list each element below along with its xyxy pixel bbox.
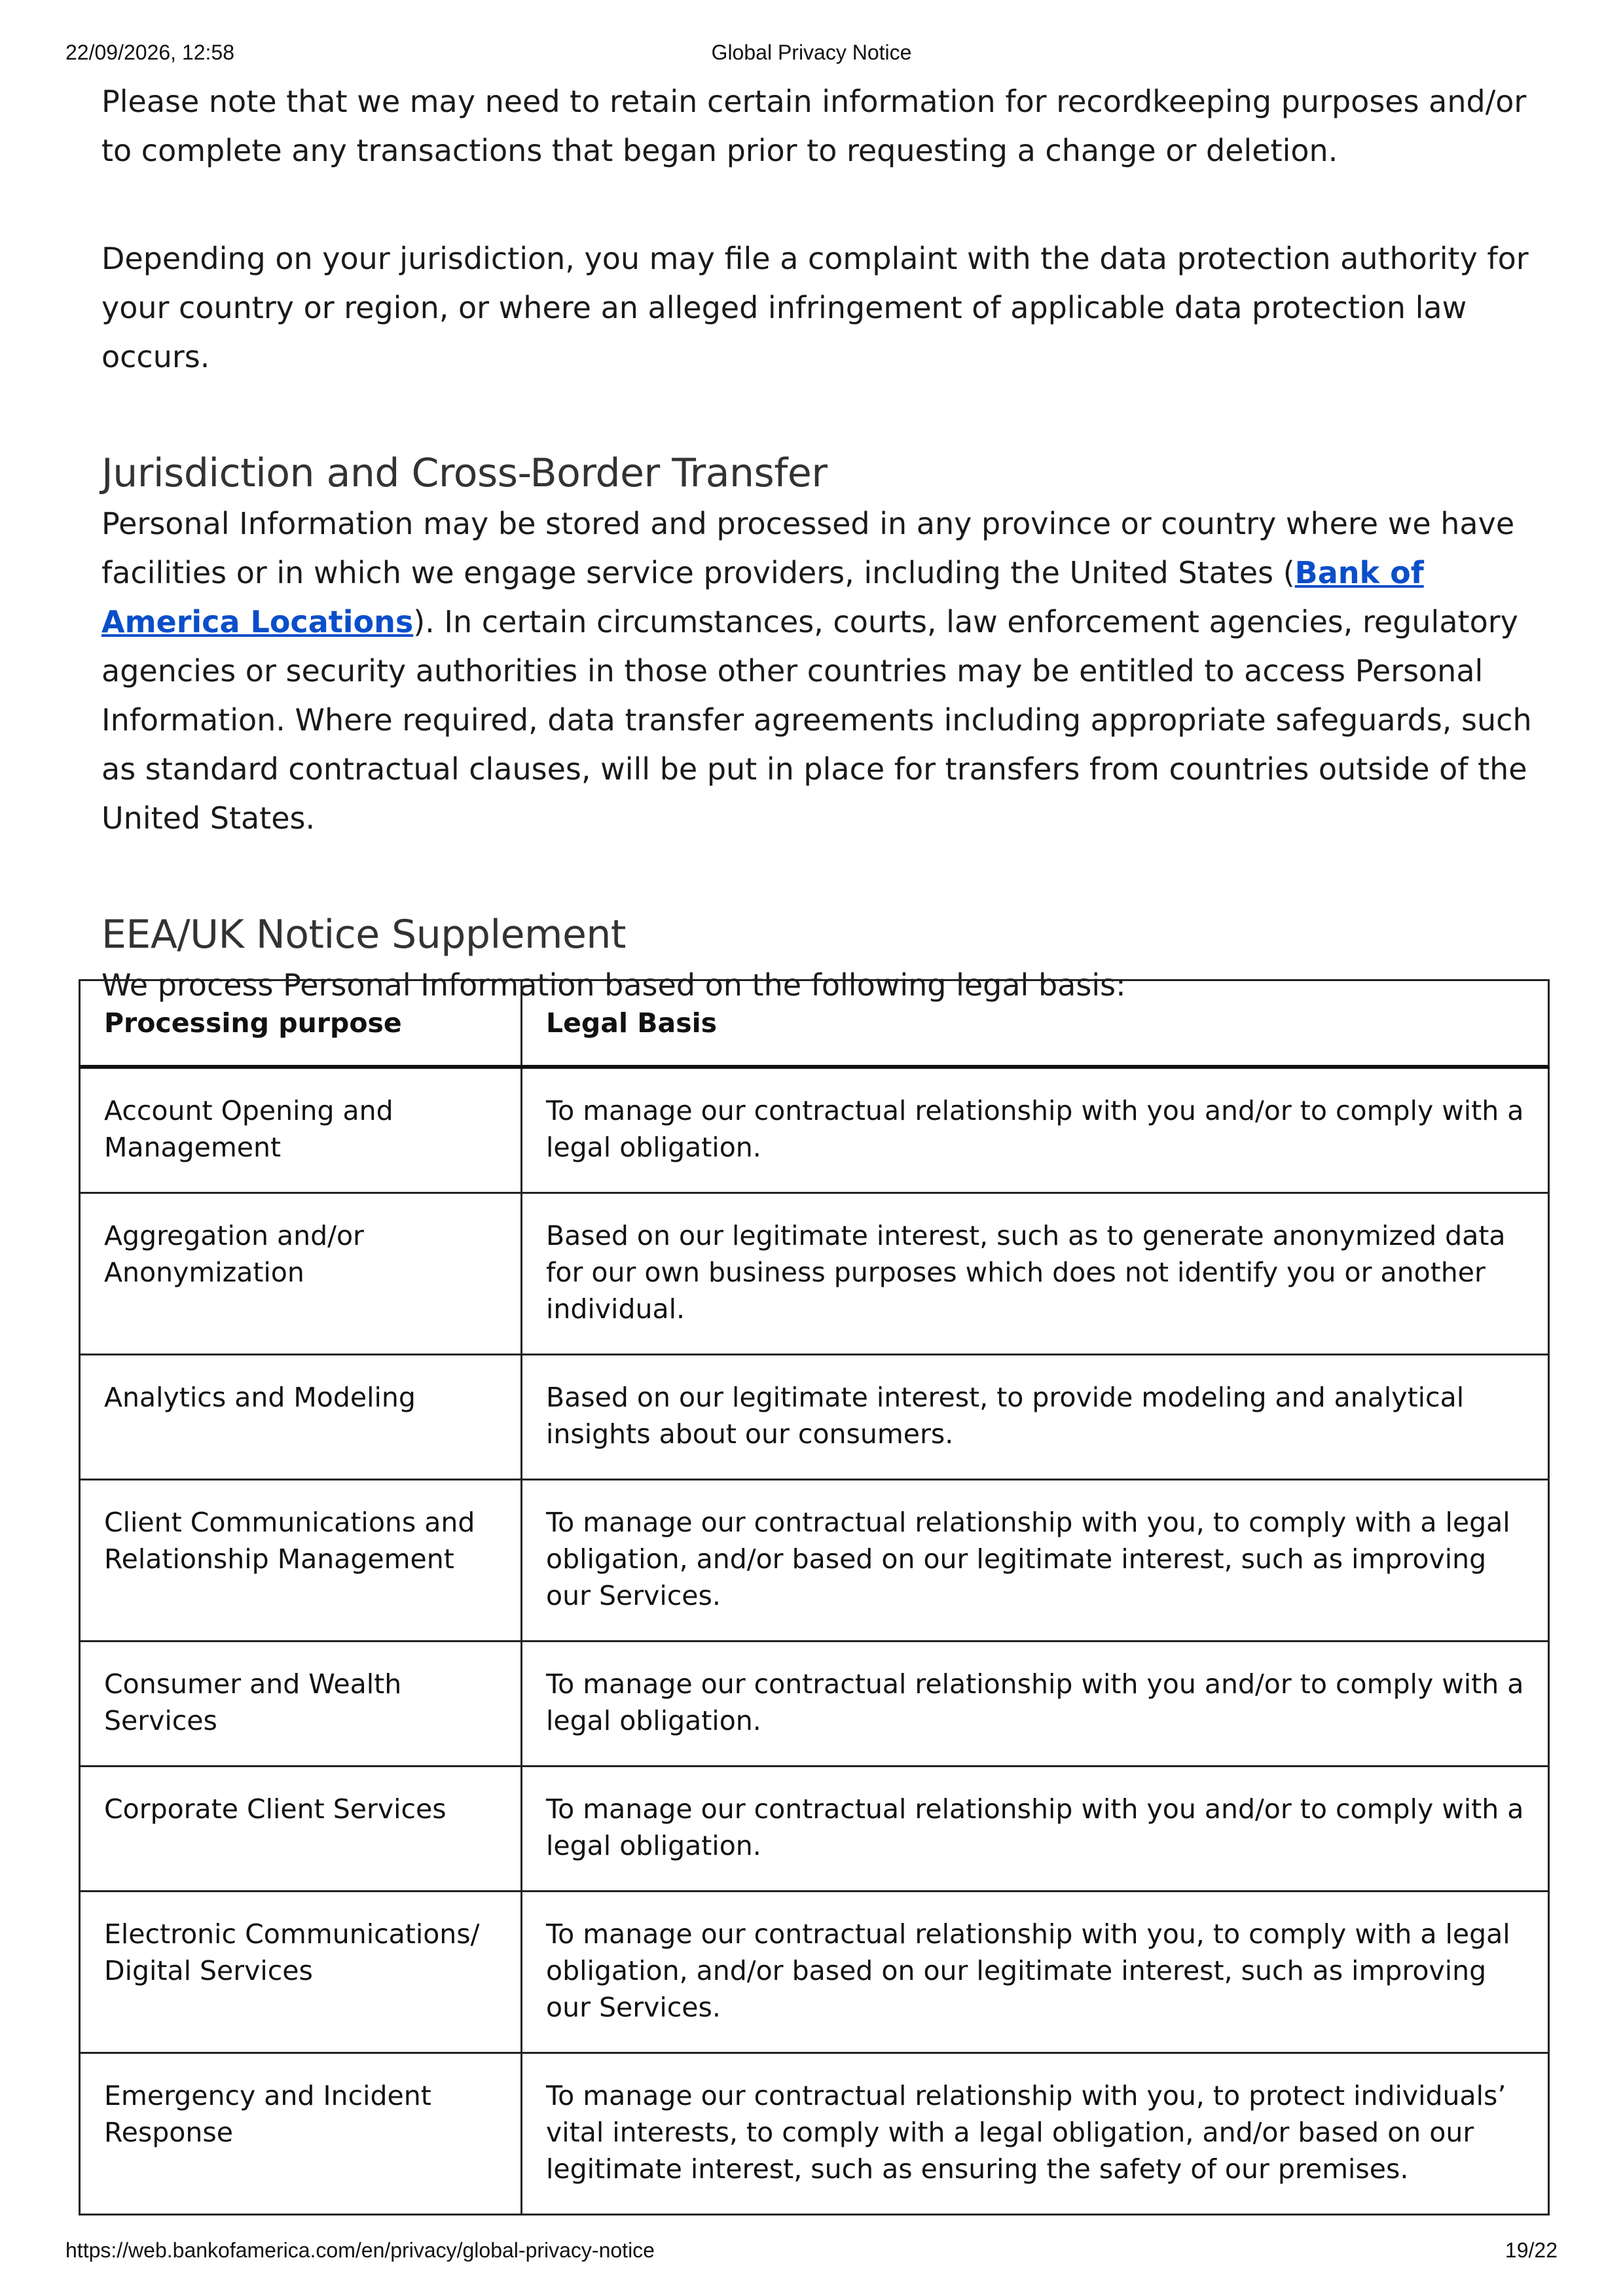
- legal-basis-cell: To manage our contractual relationship with you, to protect individuals’ vital interests, to comply with a legal obligation, and/or based on our legitimate interest, such as ensuring the safety of our premises.: [522, 2053, 1549, 2215]
- legal-basis-cell: To manage our contractual relationship with you and/or to comply with a legal obligation.: [522, 1767, 1549, 1892]
- table-header-row: [80, 980, 1549, 1067]
- jurisdiction-text-before: Personal Information may be stored and processed in any province or country where we have facilities or in which we engage service providers, including the United States (: [101, 506, 1515, 590]
- table-row: [80, 1067, 1549, 1193]
- eea-uk-heading: EEA/UK Notice Supplement: [101, 912, 626, 958]
- print-url: https://web.bankofamerica.com/en/privacy/global-privacy-notice: [65, 2238, 655, 2262]
- bank-of-america-locations-link[interactable]: Bank of America Locations: [101, 555, 1424, 639]
- jurisdiction-text-after: ). In certain circumstances, courts, law enforcement agencies, regulatory agencies or security authorities in those other countries may be entitled to access Personal Information. Where required, data transfer agreements including appropriate safeguards, such as standard contractual clauses, will be put in place for transfers from countries outside of the United States.: [101, 604, 1532, 836]
- jurisdiction-paragraph: [101, 499, 1555, 843]
- page-content: [101, 77, 1555, 1010]
- processing-purpose-cell: Emergency and Incident Response: [80, 2053, 522, 2215]
- table-row: [80, 2053, 1549, 2215]
- complaint-paragraph: Depending on your jurisdiction, you may file a complaint with the data protection authority for your country or region, or where an alleged infringement of applicable data protection law occurs.: [101, 241, 1529, 374]
- jurisdiction-heading: Jurisdiction and Cross-Border Transfer: [101, 450, 828, 496]
- table-row: [80, 1480, 1549, 1641]
- legal-basis-cell: To manage our contractual relationship with you and/or to comply with a legal obligation.: [522, 1641, 1549, 1767]
- column-header-legal-basis: Legal Basis: [522, 980, 1549, 1067]
- legal-basis-cell: To manage our contractual relationship with you, to comply with a legal obligation, and/or based on our legitimate interest, such as improving our Services.: [522, 1892, 1549, 2053]
- legal-basis-cell: To manage our contractual relationship with you, to comply with a legal obligation, and/or based on our legitimate interest, such as improving our Services.: [522, 1480, 1549, 1641]
- table-row: [80, 1767, 1549, 1892]
- table-row: [80, 1892, 1549, 2053]
- processing-purpose-cell: Corporate Client Services: [80, 1767, 522, 1892]
- retention-paragraph: Please note that we may need to retain certain information for recordkeeping purposes and/or to complete any transactions that began prior to requesting a change or deletion.: [101, 84, 1527, 168]
- table-row: [80, 1193, 1549, 1355]
- table-row: [80, 1355, 1549, 1480]
- legal-basis-cell: To manage our contractual relationship with you and/or to comply with a legal obligation.: [522, 1067, 1549, 1193]
- processing-purpose-cell: Account Opening and Management: [80, 1067, 522, 1193]
- page-number: 19/22: [1504, 2238, 1558, 2262]
- processing-purpose-cell: Aggregation and/or Anonymization: [80, 1193, 522, 1355]
- print-footer: [0, 2238, 1623, 2267]
- legal-basis-cell: Based on our legitimate interest, to provide modeling and analytical insights about our consumers.: [522, 1355, 1549, 1480]
- processing-purpose-cell: Client Communications and Relationship Management: [80, 1480, 522, 1641]
- table-row: [80, 1641, 1549, 1767]
- legal-basis-intro: We process Personal Information based on the following legal basis:: [101, 967, 1126, 1003]
- legal-basis-table: [79, 979, 1550, 2215]
- legal-basis-cell: Based on our legitimate interest, such as to generate anonymized data for our own business purposes which does not identify you or another individual.: [522, 1193, 1549, 1355]
- print-header: [0, 41, 1623, 69]
- processing-purpose-cell: Electronic Communications/ Digital Services: [80, 1892, 522, 2053]
- print-datetime: 22/09/2026, 12:58: [65, 41, 235, 64]
- column-header-processing-purpose: Processing purpose: [80, 980, 522, 1067]
- processing-purpose-cell: Consumer and Wealth Services: [80, 1641, 522, 1767]
- print-title: Global Privacy Notice: [711, 41, 912, 64]
- processing-purpose-cell: Analytics and Modeling: [80, 1355, 522, 1480]
